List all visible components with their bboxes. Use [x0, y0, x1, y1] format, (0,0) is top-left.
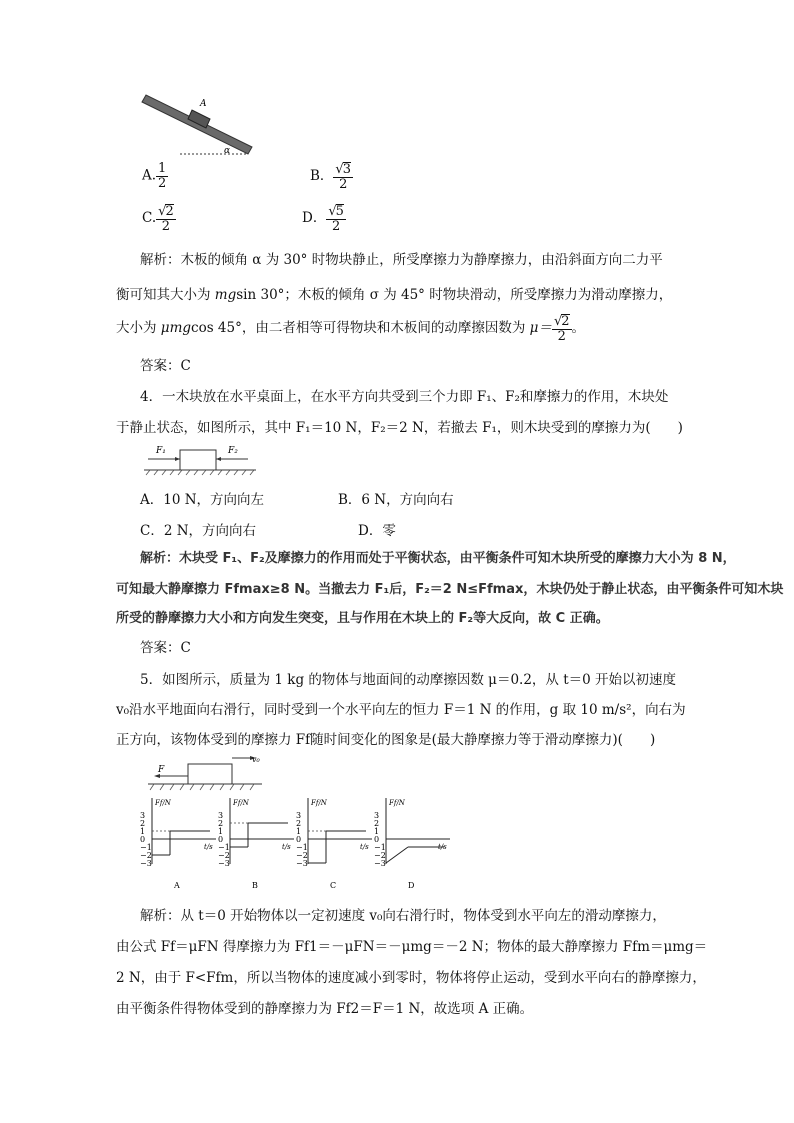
q5-fig-v0-label: v₀	[252, 755, 260, 764]
q3-option-b: B． $\frac{√3}{2}$	[310, 162, 351, 192]
q3-answer: 答案：C	[140, 358, 191, 374]
q3-analysis-line2: 衡可知其大小为 mgsin 30°；木板的倾角 σ 为 45° 时物块滑动，所受摩擦力为滑动摩擦力，	[116, 287, 673, 303]
q5-graph-c-tick: 1	[296, 827, 302, 836]
q5-graph-b-tick: −2	[218, 851, 230, 860]
q5-graph-d-label: D	[408, 881, 415, 890]
q3-option-c: C. $\frac{√2}{2}$	[142, 204, 174, 234]
q5-graph-d	[374, 798, 450, 890]
q4-fig-f2-label: F₂	[228, 446, 238, 456]
q5-graph-a-tick: −1	[140, 843, 152, 852]
q5-stem-line1: 5．如图所示，质量为 1 kg 的物体与地面间的动摩擦因数 μ＝0.2，从 t＝0 开始以初速度	[140, 672, 677, 688]
q5-graph-b-tick: 0	[218, 835, 224, 844]
q5-graph-c-tick: 3	[296, 811, 302, 820]
q5-analysis-line1: 解析：从 t＝0 开始物体以一定初速度 v₀向右滑行时，物体受到水平向左的滑动摩擦力，	[140, 908, 666, 924]
q5-stem-line2: v₀沿水平地面向右滑行，同时受到一个水平向左的恒力 F＝1 N 的作用，g 取 10 m/s²，向右为	[116, 702, 686, 718]
q5-graph-d-tick: 1	[374, 827, 380, 836]
q5-graph-d-tick: 0	[374, 835, 380, 844]
incline-block-label: A	[200, 99, 207, 109]
q5-graph-a-xlabel: t/s	[204, 843, 213, 851]
q4-answer: 答案：C	[140, 640, 191, 656]
q5-graph-d-tick: 3	[374, 811, 380, 820]
q5-graph-c-ylabel: Ff/N	[311, 799, 327, 807]
q4-analysis-line3: 所受的静摩擦力大小和方向发生突变，且与作用在木块上的 F₂等大反向，故 C 正确。	[116, 611, 609, 626]
q5-fig-f-label: F	[158, 765, 165, 775]
q5-graph-c-tick: 2	[296, 819, 302, 828]
q4-stem-line1: 4．一木块放在水平桌面上，在水平方向共受到三个力即 F₁、F₂和摩擦力的作用，木块处	[140, 389, 669, 405]
q4-option-b: B．6 N，方向向右	[338, 492, 454, 508]
q5-analysis-line4: 由平衡条件得物体受到的静摩擦力为 Ff2＝F＝1 N，故选项 A 正确。	[116, 1001, 534, 1017]
q3-option-a: A. $\frac{1}{2}$	[142, 161, 167, 191]
q5-graph-d-ylabel: Ff/N	[389, 799, 405, 807]
q4-analysis-line2: 可知最大静摩擦力 Ffmax≥8 N。当撤去力 F₁后，F₂＝2 N≤Ffmax，木块仍处于静止状态，由平衡条件可知木块	[116, 582, 784, 597]
q5-graph-a-tick: −3	[140, 859, 152, 868]
q5-graph-b-ylabel: Ff/N	[233, 799, 249, 807]
q5-graph-c-label: C	[330, 881, 337, 890]
q5-graph-d-xlabel: t/s	[438, 843, 447, 851]
q5-graph-b	[218, 798, 294, 890]
q5-graph-a-tick: −2	[140, 851, 152, 860]
q5-graph-a-tick: 3	[140, 811, 146, 820]
q5-graph-d-segment	[386, 847, 408, 863]
q5-graph-d-tick: −1	[374, 843, 386, 852]
q5-analysis-line2: 由公式 Ff＝μFN 得摩擦力为 Ff1＝－μFN＝－μmg＝－2 N；物体的最大静摩擦力 Ffm＝μmg＝	[116, 939, 708, 955]
q5-graph-a-tick: 2	[140, 819, 146, 828]
q3-analysis-line1: 解析：木板的倾角 α 为 30° 时物块静止，所受摩擦力为静摩擦力，由沿斜面方向二力平	[140, 252, 663, 268]
q5-graph-a-tick: 1	[140, 827, 146, 836]
q5-graph-c	[296, 798, 372, 890]
q5-block-figure	[144, 752, 264, 792]
q4-option-a: A．10 N，方向向左	[140, 492, 265, 508]
q3-analysis-line3: 大小为 μmgcos 45°，由二者相等可得物块和木板间的动摩擦因数为 μ＝ $\frac{√2}{2}$ 。	[116, 314, 586, 344]
q5-graph-a-label: A	[174, 881, 180, 890]
q5-graph-b-label: B	[252, 881, 258, 890]
q5-graph-c-tick: −3	[296, 859, 308, 868]
q5-graph-d-tick: −3	[374, 859, 386, 868]
q4-block-figure	[140, 440, 260, 476]
q5-graph-c-tick: 0	[296, 835, 302, 844]
q4-fig-f1-label: F₁	[156, 446, 166, 456]
q3-option-d: D． $\frac{√5}{2}$	[302, 204, 344, 234]
q5-graph-c-tick: −2	[296, 851, 308, 860]
q5-graph-d-tick: 2	[374, 819, 380, 828]
q5-stem-line3: 正方向，该物体受到的摩擦力 Ff随时间变化的图象是(最大静摩擦力等于滑动摩擦力)( )	[116, 732, 656, 748]
q5-analysis-line3: 2 N，由于 F<Ffm，所以当物体的速度减小到零时，物体将停止运动，受到水平向右的静摩擦力，	[116, 970, 706, 986]
q5-graph-b-tick: 2	[218, 819, 224, 828]
q5-graph-d-tick: −2	[374, 851, 386, 860]
q5-graph-a-ylabel: Ff/N	[155, 799, 171, 807]
q4-option-c: C．2 N，方向向右	[140, 523, 257, 539]
q5-graph-a	[140, 798, 216, 890]
q5-graph-b-tick: 3	[218, 811, 224, 820]
q5-graph-b-tick: 1	[218, 827, 224, 836]
q5-graph-b-tick: −3	[218, 859, 230, 868]
q5-graph-a-tick: 0	[140, 835, 146, 844]
q4-stem-line2: 于静止状态，如图所示，其中 F₁＝10 N，F₂＝2 N，若撤去 F₁，则木块受到的摩擦力为( )	[116, 420, 683, 436]
q4-analysis-line1: 解析：木块受 F₁、F₂及摩擦力的作用而处于平衡状态，由平衡条件可知木块所受的摩擦力大小为 8 N，	[140, 551, 736, 566]
q4-option-d: D．零	[358, 523, 396, 539]
q5-graphs	[140, 796, 450, 896]
incline-angle-label: α	[224, 146, 231, 156]
q5-graph-b-xlabel: t/s	[282, 843, 291, 851]
q5-graph-c-xlabel: t/s	[360, 843, 369, 851]
q5-graph-b-tick: −1	[218, 843, 230, 852]
incline-figure	[140, 92, 260, 162]
q5-graph-c-tick: −1	[296, 843, 308, 852]
